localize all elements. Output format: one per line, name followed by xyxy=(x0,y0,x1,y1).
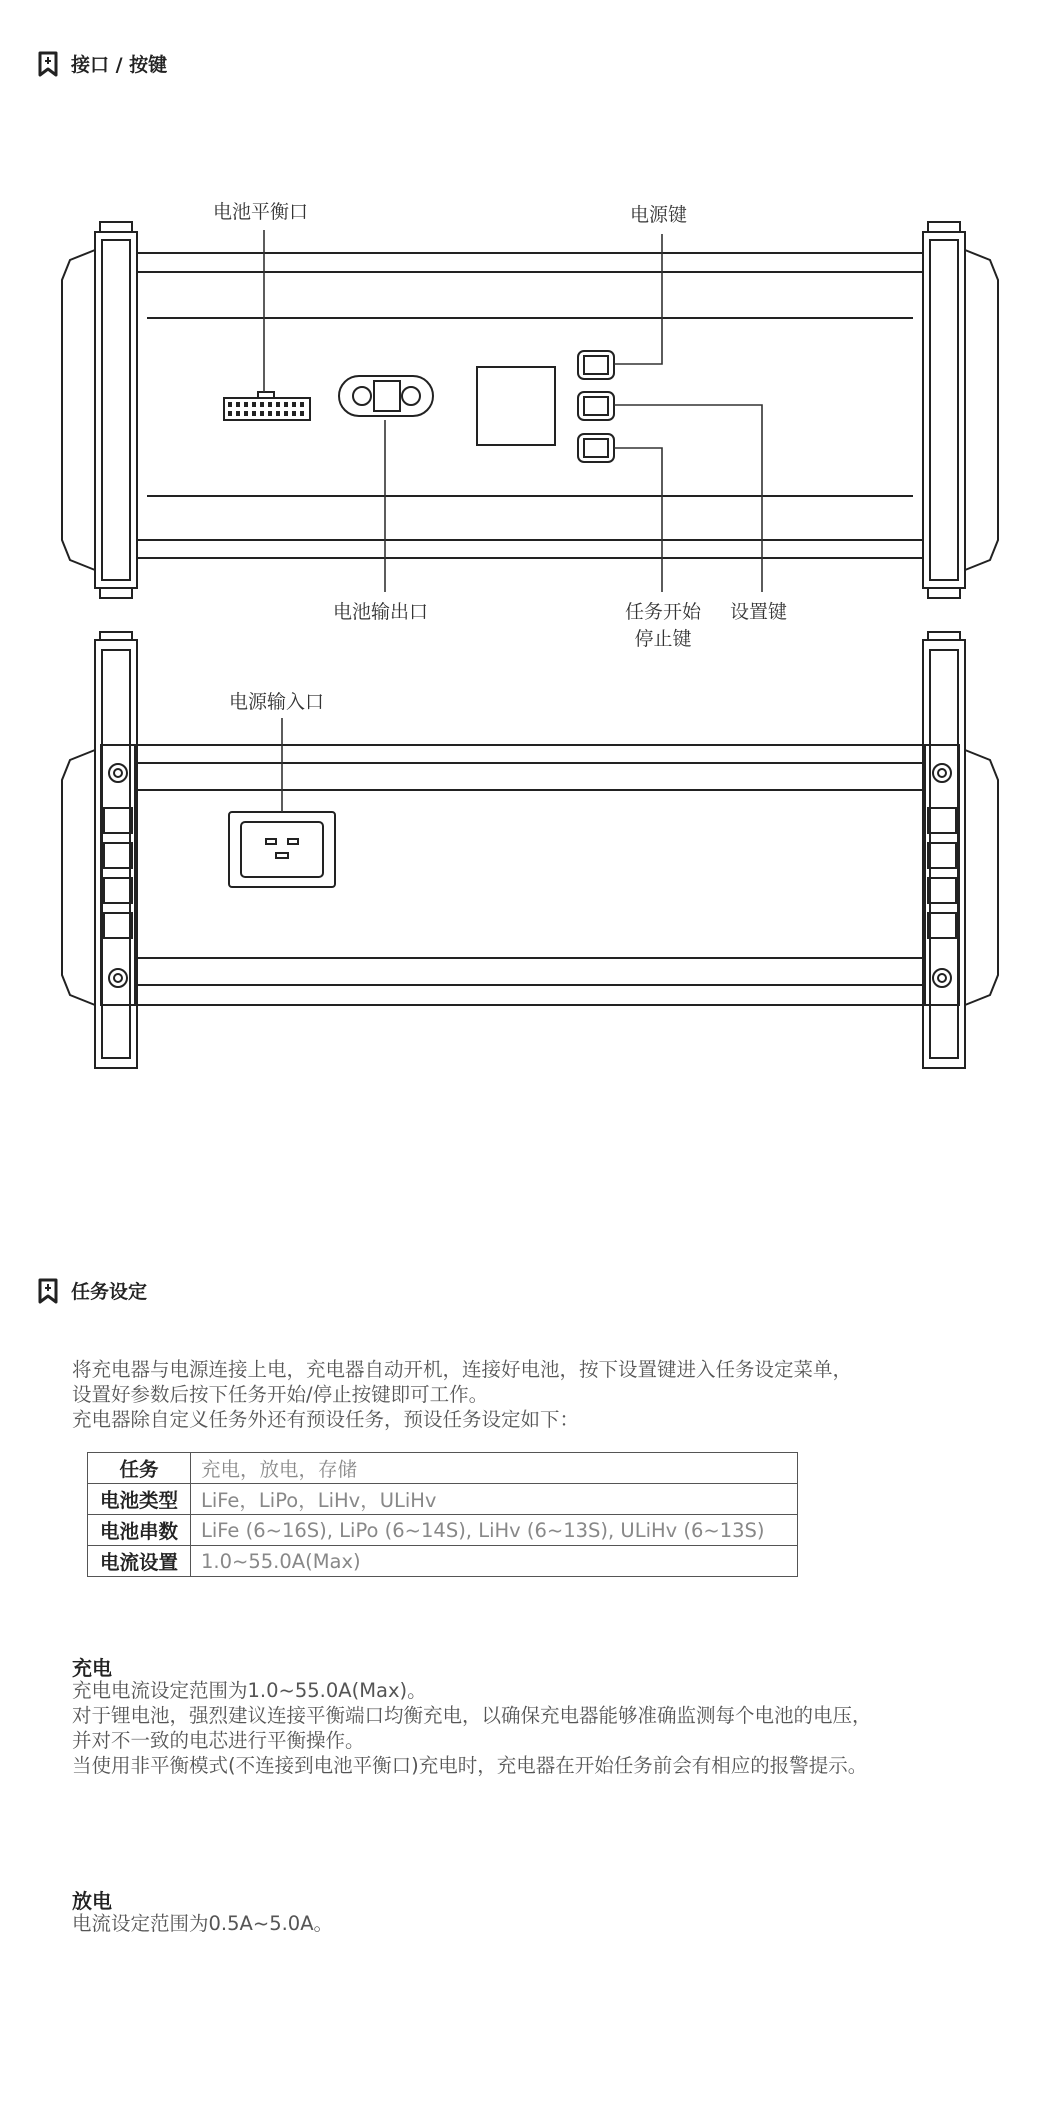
label-settings-key: 设置键 xyxy=(730,601,788,623)
discharge-line: 电流设定范围为0.5A~5.0A。 xyxy=(72,1912,334,1935)
charge-title: 充电 xyxy=(72,1656,112,1680)
section-heading-ports xyxy=(37,50,167,77)
table-row xyxy=(88,1484,798,1515)
discharge-paragraph xyxy=(72,1911,1012,1936)
charge-line: 对于锂电池，强烈建议连接平衡端口均衡充电，以确保充电器能够准确监测每个电池的电压， xyxy=(72,1704,872,1727)
table-value: 1.0~55.0A(Max) xyxy=(191,1546,798,1577)
preset-task-table xyxy=(87,1452,798,1577)
rear-panel-diagram xyxy=(0,630,1043,1080)
discharge-title: 放电 xyxy=(72,1889,112,1913)
table-value: LiFe，LiPo，LiHv，ULiHv xyxy=(191,1484,798,1515)
label-output-port: 电池输出口 xyxy=(333,601,429,623)
label-power-key: 电源键 xyxy=(630,204,688,226)
table-key: 电池串数 xyxy=(88,1515,191,1546)
charge-line: 充电电流设定范围为1.0~55.0A(Max)。 xyxy=(72,1679,427,1702)
table-key: 电流设置 xyxy=(88,1546,191,1577)
front-panel-diagram xyxy=(0,190,1043,610)
label-balance-port: 电池平衡口 xyxy=(213,201,309,223)
label-task-key-line2: 停止键 xyxy=(634,628,692,650)
charge-paragraph xyxy=(72,1678,1012,1778)
bookmark-icon xyxy=(37,51,59,77)
table-row xyxy=(88,1515,798,1546)
intro-line: 充电器除自定义任务外还有预设任务，预设任务设定如下： xyxy=(72,1408,580,1431)
table-key: 电池类型 xyxy=(88,1484,191,1515)
charge-line: 并对不一致的电芯进行平衡操作。 xyxy=(72,1729,365,1752)
intro-line: 将充电器与电源连接上电，充电器自动开机，连接好电池，按下设置键进入任务设定菜单， xyxy=(72,1358,853,1381)
section-title: 任务设定 xyxy=(71,1281,148,1303)
table-value: 充电，放电，存储 xyxy=(191,1453,798,1484)
table-value: LiFe (6~16S), LiPo (6~14S), LiHv (6~13S), ULiHv (6~13S) xyxy=(191,1515,798,1546)
label-task-key-line1: 任务开始 xyxy=(624,601,701,623)
intro-paragraph xyxy=(72,1357,1012,1432)
section-title: 接口 / 按键 xyxy=(71,54,168,76)
label-power-input: 电源输入口 xyxy=(229,691,325,713)
section-heading-task xyxy=(37,1277,147,1304)
charge-line: 当使用非平衡模式(不连接到电池平衡口)充电时，充电器在开始任务前会有相应的报警提示。 xyxy=(72,1754,868,1777)
intro-line: 设置好参数后按下任务开始/停止按键即可工作。 xyxy=(72,1383,489,1406)
table-row xyxy=(88,1546,798,1577)
table-key: 任务 xyxy=(88,1453,191,1484)
bookmark-icon xyxy=(37,1278,59,1304)
table-row xyxy=(88,1453,798,1484)
